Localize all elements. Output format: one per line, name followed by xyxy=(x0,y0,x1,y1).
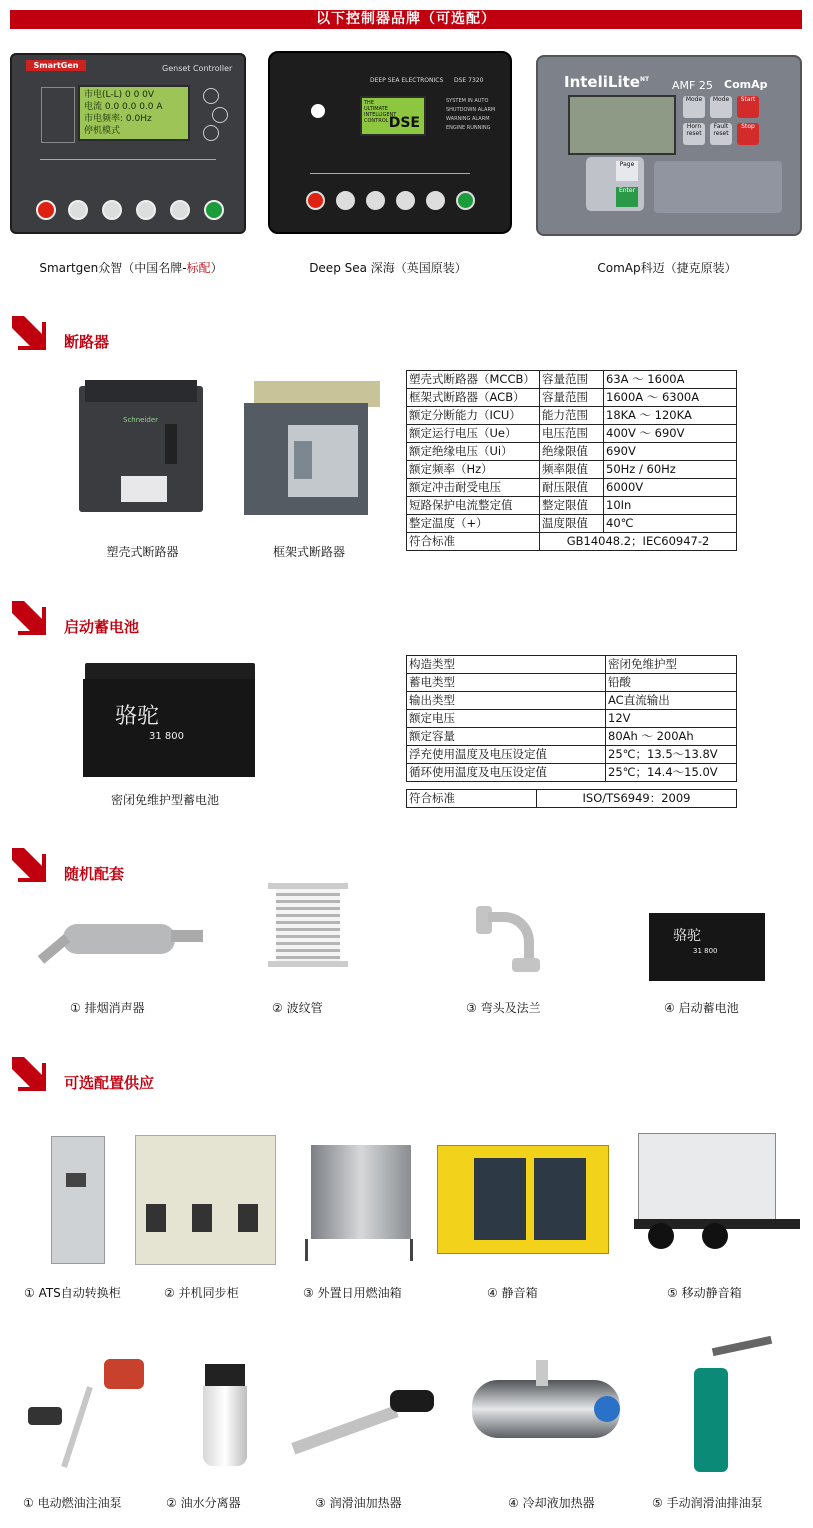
std-label-cell: 符合标准 xyxy=(407,790,537,808)
mobile-silent-box-image xyxy=(634,1133,802,1260)
comap-key-start xyxy=(737,96,759,118)
deepsea-controller-image xyxy=(268,51,512,234)
limit-cell: 能力范围 xyxy=(540,407,604,425)
red-arrow-icon xyxy=(12,848,46,882)
page-key xyxy=(616,161,638,181)
fuel-pump-image xyxy=(20,1355,150,1467)
trailer-box xyxy=(638,1133,776,1221)
battery-brand: 骆驼 xyxy=(673,928,701,944)
value-cell: 40℃ xyxy=(604,515,737,533)
status-line: WARNING ALARM xyxy=(446,116,490,122)
optional-caption: ④ 静音箱 xyxy=(487,1286,538,1300)
separator-bowl xyxy=(203,1386,247,1466)
battery-image xyxy=(79,659,259,781)
auto-button xyxy=(102,200,122,220)
comap-caption: ComAp科迈（捷克原装） xyxy=(597,261,737,275)
optional-section-title: 可选配置供应 xyxy=(64,1074,155,1092)
menu-button xyxy=(170,200,190,220)
acb-image xyxy=(234,381,380,518)
stop-button xyxy=(36,200,56,220)
param-cell: 额定绝缘电压（Ui） xyxy=(407,443,540,461)
limit-cell: 容量范围 xyxy=(540,371,604,389)
limit-cell: 温度限值 xyxy=(540,515,604,533)
param-cell: 塑壳式断路器（MCCB） xyxy=(407,371,540,389)
optional-caption: ① ATS自动转换柜 xyxy=(24,1286,121,1300)
comap-mimic-panel xyxy=(654,161,782,213)
optional-caption: ① 电动燃油注油泵 xyxy=(23,1496,122,1510)
value-cell: 80Ah ～ 200Ah xyxy=(606,728,737,746)
value-cell: 18KA ～ 120KA xyxy=(604,407,737,425)
comap-brand xyxy=(564,73,649,91)
dse-status-list xyxy=(446,97,495,133)
param-cell: 浮充使用温度及电压设定值 xyxy=(407,746,606,764)
trailer-wheel xyxy=(648,1223,674,1249)
table-row xyxy=(407,764,737,782)
down-arrow-button xyxy=(203,125,219,141)
silent-door xyxy=(474,1158,526,1240)
comap-lcd xyxy=(568,95,676,155)
param-cell: 框架式断路器（ACB） xyxy=(407,389,540,407)
red-arrow-icon xyxy=(12,601,46,635)
value-cell: 63A ～ 1600A xyxy=(604,371,737,389)
accessory-battery-image xyxy=(649,907,765,983)
comap-key-mode-2 xyxy=(710,96,732,118)
limit-cell: 电压范围 xyxy=(540,425,604,443)
caption-prefix: Smartgen众智（中国名牌- xyxy=(39,261,187,275)
accessory-caption: ② 波纹管 xyxy=(272,1001,323,1015)
comap-key-mode-1 xyxy=(683,96,705,118)
smartgen-badge: SmartGen xyxy=(26,60,86,71)
elbow-image xyxy=(476,906,544,976)
nav-center-button xyxy=(311,104,325,118)
mccb-image xyxy=(79,380,206,516)
battery-spec-table xyxy=(406,655,737,782)
status-line: ENGINE RUNNING xyxy=(446,125,491,131)
std-value-cell: ISO/TS6949：2009 xyxy=(537,790,737,808)
bellows-corrugation xyxy=(276,889,340,961)
limit-cell: 整定限值 xyxy=(540,497,604,515)
optional-caption: ③ 外置日用燃油箱 xyxy=(303,1286,402,1300)
start-button xyxy=(204,200,224,220)
dse-lcd xyxy=(360,96,426,136)
acb-display xyxy=(294,441,312,479)
key-label: Fault reset xyxy=(713,123,729,137)
param-cell: 额定容量 xyxy=(407,728,606,746)
dse-mimic-line xyxy=(310,173,470,174)
value-cell: 12V xyxy=(606,710,737,728)
comap-maker: ComAp xyxy=(724,78,768,91)
comap-key-horn-reset xyxy=(683,123,705,145)
smartgen-lcd xyxy=(78,85,190,141)
battery-brand: 骆驼 xyxy=(115,704,160,729)
oil-heater-image xyxy=(290,1384,442,1458)
value-cell: 1600A ～ 6300A xyxy=(604,389,737,407)
mccb-trip-unit xyxy=(121,476,167,502)
test-button xyxy=(136,200,156,220)
table-row xyxy=(407,443,737,461)
dse-panel-title: DEEP SEA ELECTRONICS xyxy=(370,77,444,84)
table-row xyxy=(407,389,737,407)
key-label: Page xyxy=(619,161,635,168)
value-cell: 10In xyxy=(604,497,737,515)
coolant-end-cap xyxy=(594,1396,620,1422)
table-row xyxy=(407,407,737,425)
ok-button xyxy=(212,107,228,123)
alarm-running-panel xyxy=(41,87,75,143)
smartgen-caption xyxy=(0,259,262,276)
pump-nozzle xyxy=(28,1407,62,1425)
value-cell: 6000V xyxy=(604,479,737,497)
table-row xyxy=(407,656,737,674)
table-row xyxy=(407,533,737,551)
pump-tube xyxy=(61,1386,93,1468)
lcd-line: 市电频率: 0.0Hz xyxy=(84,114,152,124)
red-arrow-icon xyxy=(12,316,46,350)
dse-lcd-logo: DSE xyxy=(388,115,420,131)
optional-caption: ② 油水分离器 xyxy=(166,1496,241,1510)
ats-display xyxy=(66,1173,86,1187)
param-cell: 整定温度（+） xyxy=(407,515,540,533)
coolant-inlet xyxy=(536,1360,548,1386)
table-row xyxy=(407,497,737,515)
muffler-outlet xyxy=(171,930,203,942)
sync-cabinet-image xyxy=(135,1135,276,1265)
comap-key-fault-reset xyxy=(710,123,732,145)
value-cell: 400V ～ 690V xyxy=(604,425,737,443)
param-cell: 额定运行电压（Ue） xyxy=(407,425,540,443)
accessory-caption: ④ 启动蓄电池 xyxy=(664,1001,739,1015)
sync-panel xyxy=(238,1204,258,1232)
table-row xyxy=(407,515,737,533)
mccb-terminals xyxy=(85,380,197,402)
limit-cell: 绝缘限值 xyxy=(540,443,604,461)
dse-lcd-text: THE ULTIMATE INTELLIGENT CONTROL xyxy=(364,100,397,124)
smartgen-controller-image xyxy=(10,53,246,234)
key-label: Mode xyxy=(712,96,730,103)
value-cell: AC直流输出 xyxy=(606,692,737,710)
battery-body xyxy=(83,679,255,777)
breaker-spec-table xyxy=(406,370,737,551)
key-label: Start xyxy=(740,96,756,103)
breaker-section-title: 断路器 xyxy=(64,333,110,351)
table-row xyxy=(407,746,737,764)
dse-auto-button xyxy=(366,191,385,210)
value-cell: 25℃；13.5～13.8V xyxy=(606,746,737,764)
param-cell: 额定电压 xyxy=(407,710,606,728)
muffler-body xyxy=(63,924,175,954)
comap-model: AMF 25 xyxy=(672,79,713,92)
optional-caption: ③ 润滑油加热器 xyxy=(315,1496,402,1510)
table-row xyxy=(407,692,737,710)
lcd-line: 电流 0.0 0.0 0.0 A xyxy=(84,102,163,112)
key-label: Stop xyxy=(741,123,755,130)
caption-suffix: ） xyxy=(210,261,223,275)
value-cell: 铅酸 xyxy=(606,674,737,692)
silent-box-image xyxy=(437,1145,609,1254)
accessory-caption: ① 排烟消声器 xyxy=(70,1001,145,1015)
mccb-caption: 塑壳式断路器 xyxy=(106,545,179,559)
heater-head xyxy=(390,1390,434,1412)
brands-banner: 以下控制器品牌（可选配） xyxy=(10,10,802,29)
deepsea-caption: Deep Sea 深海（英国原装） xyxy=(309,261,467,275)
table-row xyxy=(407,710,737,728)
separator-cap xyxy=(205,1364,245,1386)
key-label: Enter xyxy=(618,187,636,194)
table-row xyxy=(407,674,737,692)
optional-caption: ② 并机同步柜 xyxy=(164,1286,239,1300)
status-line: SHUTDOWN ALARM xyxy=(446,107,496,113)
std-value-cell: GB14048.2；IEC60947-2 xyxy=(540,533,737,551)
dse-stop-button xyxy=(306,191,325,210)
tank-body xyxy=(311,1145,411,1239)
manual-button xyxy=(68,200,88,220)
ats-cabinet-image xyxy=(51,1136,105,1264)
mccb-handle xyxy=(165,424,177,464)
value-cell: 25℃；14.4～15.0V xyxy=(606,764,737,782)
battery-model: 31 800 xyxy=(149,731,184,742)
dse-mute-button xyxy=(396,191,415,210)
sync-panel xyxy=(192,1204,212,1232)
table-row xyxy=(407,371,737,389)
comap-nav-pad xyxy=(586,157,644,211)
accessory-caption: ③ 弯头及法兰 xyxy=(466,1001,541,1015)
nav-pad xyxy=(296,89,342,135)
manual-oil-pump-image xyxy=(682,1342,772,1474)
dse-manual-button xyxy=(336,191,355,210)
optional-caption: ⑤ 移动静音箱 xyxy=(667,1286,742,1300)
heater-rod xyxy=(291,1406,398,1455)
bellows-flange-bottom xyxy=(268,961,348,967)
pump-handle xyxy=(712,1336,772,1356)
enter-key xyxy=(616,187,638,207)
param-cell: 短路保护电流整定值 xyxy=(407,497,540,515)
battery-model: 31 800 xyxy=(693,947,718,955)
acb-caption: 框架式断路器 xyxy=(272,545,345,559)
bellows-image xyxy=(268,883,348,987)
optional-caption: ④ 冷却液加热器 xyxy=(508,1496,595,1510)
param-cell: 循环使用温度及电压设定值 xyxy=(407,764,606,782)
table-row xyxy=(407,461,737,479)
optional-caption: ⑤ 手动润滑油排油泵 xyxy=(652,1496,763,1510)
accessories-section-title: 随机配套 xyxy=(64,865,125,883)
comap-controller-image xyxy=(536,55,802,236)
limit-cell: 频率限值 xyxy=(540,461,604,479)
oil-water-separator-image xyxy=(199,1364,251,1470)
caption-highlight: 标配 xyxy=(186,261,211,275)
elbow-flange-bottom xyxy=(512,958,540,972)
key-label: Horn reset xyxy=(686,123,702,137)
up-arrow-button xyxy=(203,88,219,104)
coolant-heater-image xyxy=(466,1360,630,1474)
brand-sup: NT xyxy=(639,76,650,83)
battery-caption: 密闭免维护型蓄电池 xyxy=(110,793,219,807)
dse-breaker-button xyxy=(426,191,445,210)
trailer-wheel xyxy=(702,1223,728,1249)
pump-motor xyxy=(104,1359,144,1389)
dse-model: DSE 7320 xyxy=(454,77,484,84)
pump-cylinder xyxy=(694,1368,728,1472)
param-cell: 蓄电类型 xyxy=(407,674,606,692)
table-row xyxy=(407,425,737,443)
smartgen-panel-title: Genset Controller xyxy=(162,64,233,73)
param-cell: 额定冲击耐受电压 xyxy=(407,479,540,497)
param-cell: 额定分断能力（ICU） xyxy=(407,407,540,425)
silent-door xyxy=(534,1158,586,1240)
sync-panel xyxy=(146,1204,166,1232)
brand-name: InteliLite xyxy=(564,73,640,91)
red-arrow-icon xyxy=(12,1057,46,1091)
muffler-image xyxy=(33,920,205,976)
std-label-cell: 符合标准 xyxy=(407,533,540,551)
mimic-line xyxy=(40,159,216,160)
mccb-brand: Schneider xyxy=(123,416,159,424)
limit-cell: 耐压限值 xyxy=(540,479,604,497)
battery-section-title: 启动蓄电池 xyxy=(64,618,140,636)
comap-key-stop xyxy=(737,123,759,145)
status-line: SYSTEM IN AUTO xyxy=(446,98,489,104)
value-cell: 690V xyxy=(604,443,737,461)
value-cell: 50Hz / 60Hz xyxy=(604,461,737,479)
lcd-line: 市电(L-L) 0 0 0V xyxy=(84,90,155,100)
param-cell: 输出类型 xyxy=(407,692,606,710)
table-row xyxy=(407,728,737,746)
param-cell: 额定频率（Hz） xyxy=(407,461,540,479)
key-label: Mode xyxy=(685,96,703,103)
param-cell: 构造类型 xyxy=(407,656,606,674)
dse-start-button xyxy=(456,191,475,210)
battery-std-table xyxy=(406,789,737,808)
value-cell: 密闭免维护型 xyxy=(606,656,737,674)
limit-cell: 容量范围 xyxy=(540,389,604,407)
fuel-tank-image xyxy=(305,1141,413,1262)
table-row xyxy=(407,790,737,808)
tank-legs xyxy=(305,1239,413,1261)
lcd-line: 停机模式 xyxy=(84,126,121,136)
table-row xyxy=(407,479,737,497)
